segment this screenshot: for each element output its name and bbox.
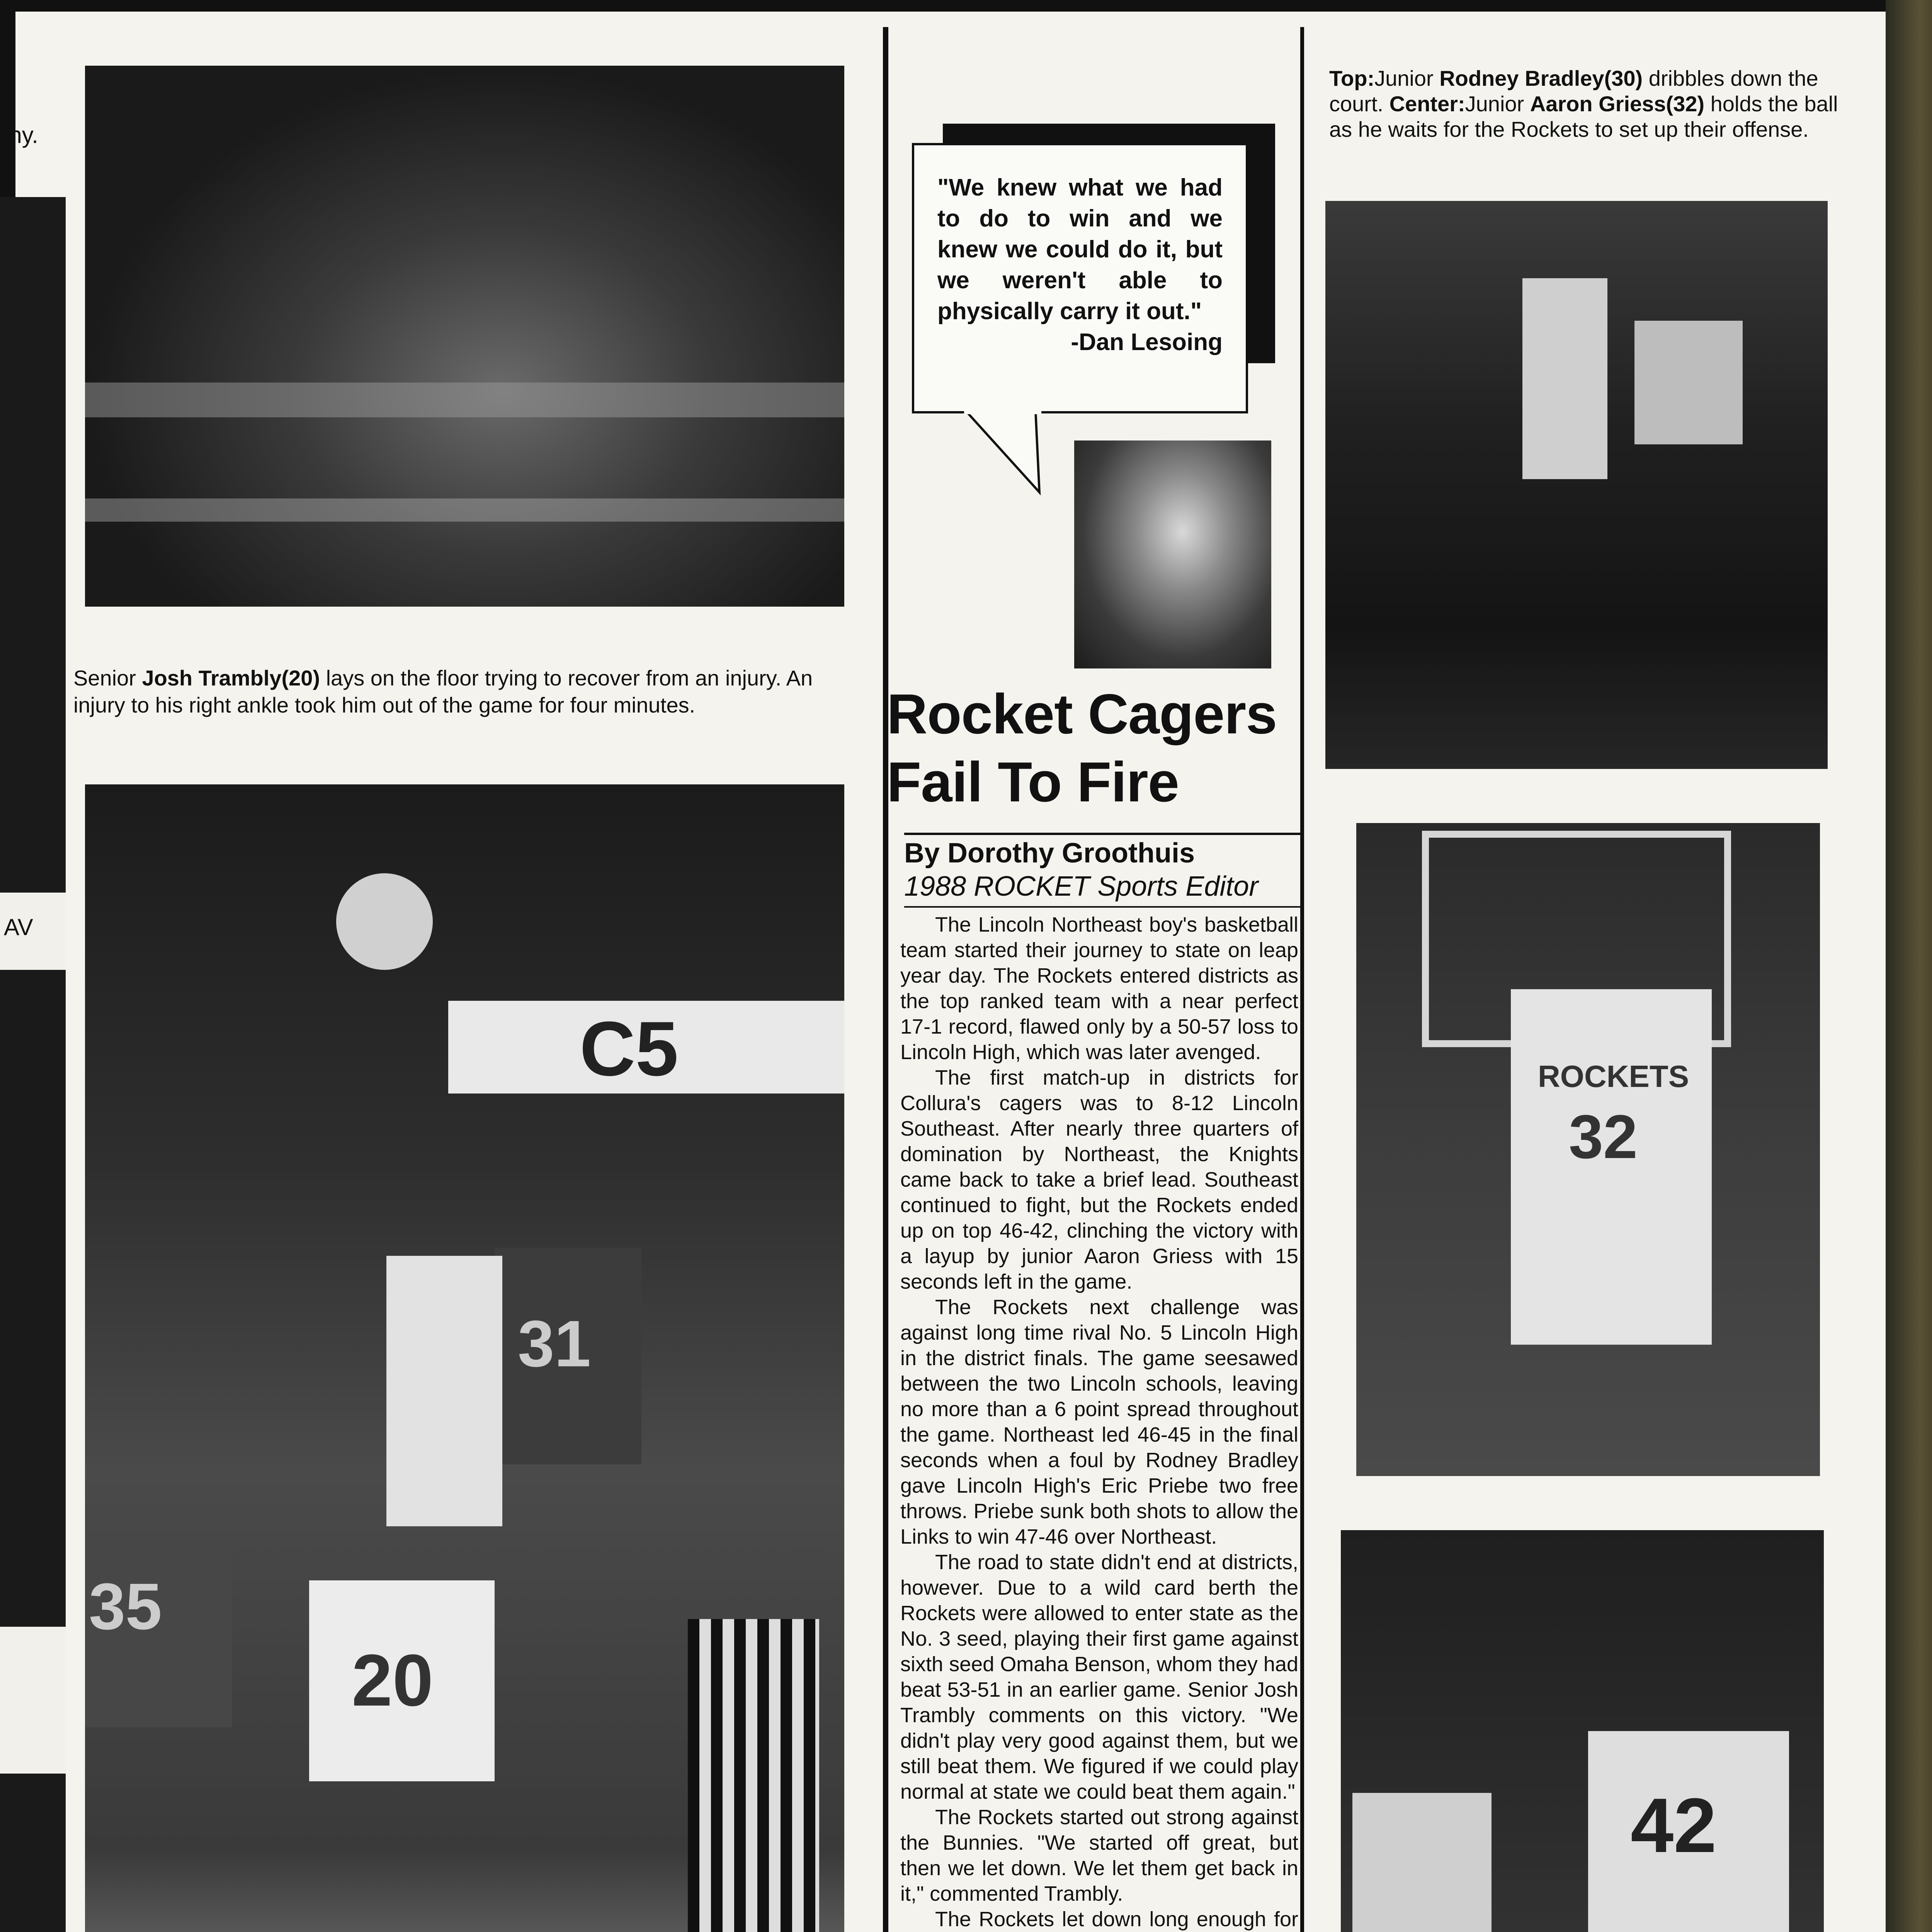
pull-quote-text: "We knew what we had to do to win and we knew we could do it, but we weren't able to physically carry it out." (937, 174, 1223, 325)
byline-rule (904, 906, 1300, 908)
jump-ball-photo (85, 784, 844, 1932)
yearbook-page (4, 12, 1886, 1932)
floor-stripe (85, 383, 844, 417)
caption-run: Center: (1389, 92, 1465, 116)
byline-author: By Dorothy Groothuis (904, 838, 1195, 869)
column-rule-right (1300, 27, 1304, 1932)
article-paragraph: The Rockets next challenge was against long time rival No. 5 Lincoln High in the district finals. The game seesawed between the two Lincoln schools, leaving no more than a 6 point spread throughout the game. Northeast led 46-45 in the final seconds when a foul by Rodney Bradley gave Lincoln High's Eric Priebe two free throws. Priebe sunk both shots to allow the Links to win 47-46 over Northeast. (900, 1296, 1298, 1548)
caption-run: Rodney Bradley(30) (1439, 66, 1643, 90)
previous-page-edge (0, 122, 66, 1932)
byline (904, 837, 1302, 903)
arena-sign (448, 1001, 844, 1094)
photo-shading (85, 66, 844, 607)
pull-quote (912, 143, 1248, 413)
edge-fragment-middle: AV (0, 893, 66, 970)
article-paragraph: The first match-up in districts for Collura's cagers was to 8-12 Lincoln Southeast. After nearly three quarters of domination by Northeast, the Knights came back to take a brief lead. Southeast continued to fight, but the Rockets ended up on top 46-42, clinching the victory with a layup by junior Aaron Griess with 15 seconds left in the game. (900, 1066, 1298, 1293)
byline-role: 1988 ROCKET Sports Editor (904, 871, 1259, 902)
player-white-jersey (386, 1256, 502, 1526)
pull-quote-attribution: -Dan Lesoing (1071, 329, 1223, 355)
edge-fragment-top: iny. (4, 122, 38, 148)
caption-run: Top: (1329, 66, 1375, 90)
caption-run: dribbles down the court. (1329, 66, 1818, 116)
top-right-caption (1329, 66, 1839, 142)
article-paragraph: The Lincoln Northeast boy's basketball team started their journey to state on leap year day. The Rockets entered districts as the top ranked team with a near perfect 17-1 record, flawed only by a 50-57 loss to Lincoln High, which was later avenged. (900, 913, 1298, 1064)
caption-run: Junior (1465, 92, 1530, 116)
article-headline: Rocket Cagers Fail To Fire (887, 682, 1277, 813)
edge-fragment-lower (0, 1627, 66, 1774)
players-conversing-photo (1341, 1530, 1824, 1932)
dribbling-photo (1325, 201, 1828, 769)
player-white-jersey: 42 (1588, 1731, 1789, 1932)
caption-run: holds the ball as he waits for the Rockets to set up their offense. (1329, 92, 1838, 141)
headline-rule (904, 833, 1300, 835)
caption-run: lays on the floor trying to recover from an injury. An injury to his right ankle took him out of the game for four minutes. (73, 666, 813, 717)
floor-stripe (85, 498, 844, 522)
caption-run: Josh Trambly(20) (142, 666, 320, 690)
holding-ball-photo (1356, 823, 1820, 1476)
referee (688, 1619, 819, 1932)
player-white-jersey: ROCKETS 32 (1511, 989, 1712, 1345)
article-paragraph: The Rockets started out strong against the Bunnies. "We started off great, but then we let down. We let them get back in it," commented Trambly. (900, 1806, 1298, 1905)
wall-poster (1634, 321, 1743, 444)
basketball-icon (336, 873, 433, 970)
article-paragraph: The road to state didn't end at districts, however. Due to a wild card berth the Rockets were allowed to enter state as the No. 3 seed, playing their first game against sixth seed Omaha Benson, whom they had beat 53-51 in an earlier game. Senior Josh Trambly comments on this victory. "We didn't play very good against them, but we still beat them. We figured if we could play normal at state we could beat them again." (900, 1551, 1298, 1803)
caption-run: Aaron Griess(32) (1530, 92, 1705, 116)
player-portrait-photo (1074, 440, 1271, 668)
caption-run: Junior (1374, 66, 1440, 90)
binding-spine (1886, 0, 1932, 1932)
basketball-injury-photo (85, 66, 844, 607)
player-jersey-20: 20 (309, 1580, 495, 1781)
photo-shading (1074, 440, 1271, 668)
sign-text: C5 (580, 1006, 679, 1092)
player-jersey-31: 31 (495, 1248, 641, 1464)
caption-run: Senior (73, 666, 142, 690)
column-rule-left (883, 27, 888, 1932)
article-paragraph: The Rockets let down long enough for (935, 1908, 1298, 1931)
speech-bubble-tail (943, 411, 1059, 500)
article-body (900, 912, 1298, 1932)
player-jersey-35: 35 (85, 1542, 232, 1727)
injury-caption (73, 665, 862, 719)
player-white-jersey (1352, 1793, 1492, 1932)
player-white-jersey (1522, 278, 1607, 479)
